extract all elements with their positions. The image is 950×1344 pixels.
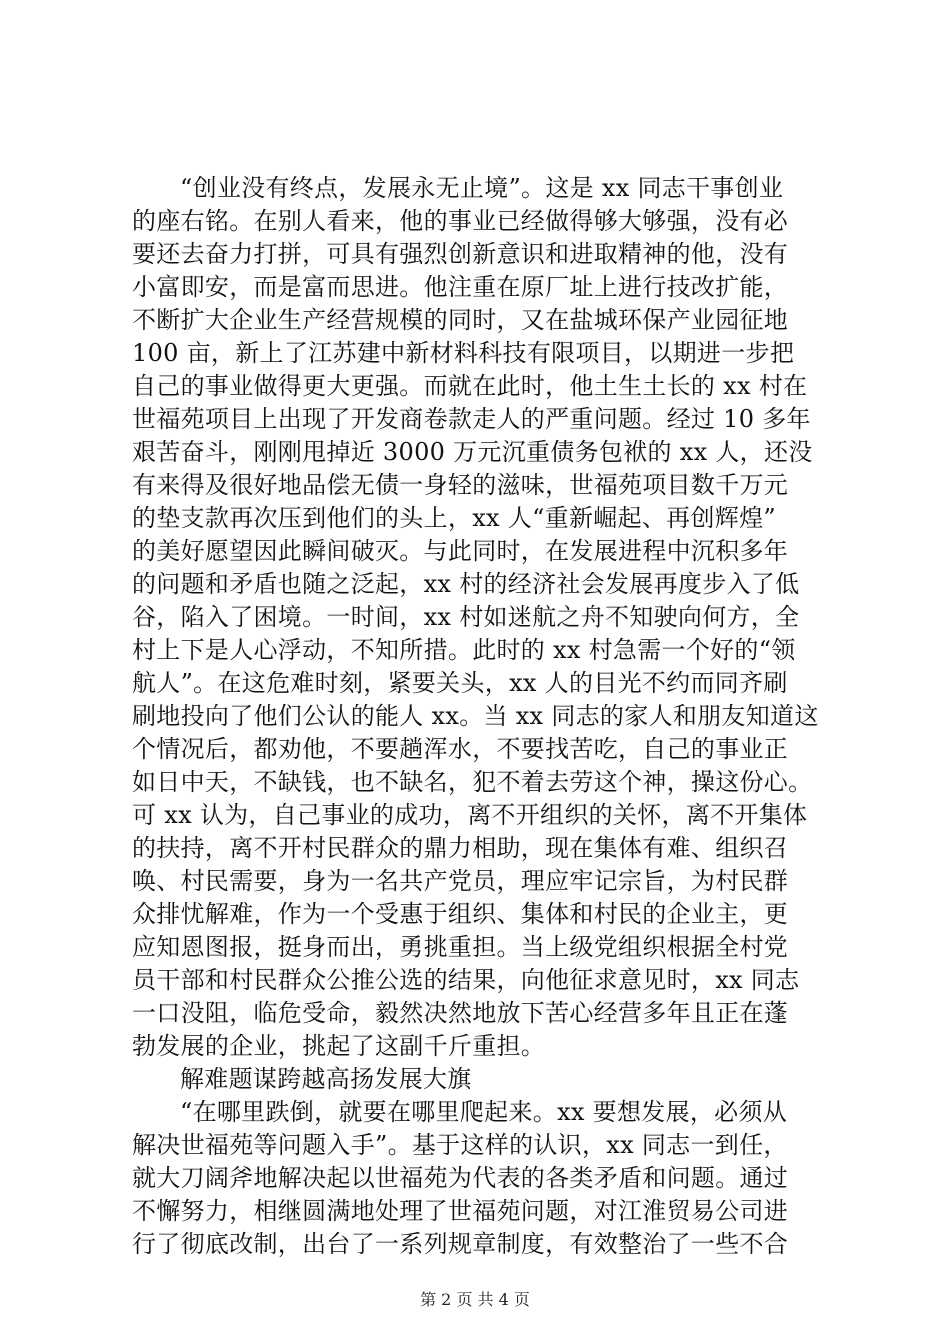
- paragraph-1-line: 的垫支款再次压到他们的头上，xx 人“重新崛起、再创辉煌”: [132, 504, 776, 532]
- paragraph-1-line: 100 亩，新上了江苏建中新材料科技有限项目，以期进一步把: [132, 339, 795, 367]
- paragraph-2-line: 不懈努力，相继圆满地处理了世福苑问题，对江淮贸易公司进: [132, 1197, 789, 1225]
- paragraph-2-line: 行了彻底改制，出台了一系列规章制度，有效整治了一些不合: [132, 1230, 789, 1258]
- paragraph-1-line: 勃发展的企业，挑起了这副千斤重担。: [132, 1032, 546, 1060]
- paragraph-1-line: 个情况后，都劝他，不要趟浑水，不要找苦吃，自己的事业正: [132, 735, 789, 763]
- paragraph-1-line: “创业没有终点，发展永无止境”。这是 xx 同志干事创业: [180, 174, 784, 202]
- paragraph-1-line: 可 xx 认为，自己事业的成功，离不开组织的关怀，离不开集体: [132, 801, 808, 829]
- paragraph-1-line: 谷，陷入了困境。一时间，xx 村如迷航之舟不知驶向何方，全: [132, 603, 800, 631]
- paragraph-1-line: 村上下是人心浮动，不知所措。此时的 xx 村急需一个好的“领: [132, 636, 796, 664]
- section-heading: 解难题谋跨越高扬发展大旗: [180, 1065, 472, 1093]
- paragraph-1-line: 的扶持，离不开村民群众的鼎力相助，现在集体有难、组织召: [132, 834, 789, 862]
- paragraph-2-line: “在哪里跌倒，就要在哪里爬起来。xx 要想发展，必须从: [180, 1098, 788, 1126]
- paragraph-1-line: 唤、村民需要，身为一名共产党员，理应牢记宗旨，为村民群: [132, 867, 789, 895]
- paragraph-1-line: 的座右铭。在别人看来，他的事业已经做得够大够强，没有必: [132, 207, 789, 235]
- paragraph-1-line: 航人”。在这危难时刻，紧要关头，xx 人的目光不约而同齐刷: [132, 669, 788, 697]
- paragraph-1-line: 一口没阻，临危受命，毅然决然地放下苦心经营多年且正在蓬: [132, 999, 789, 1027]
- paragraph-1-line: 不断扩大企业生产经营规模的同时，又在盐城环保产业园征地: [132, 306, 789, 334]
- paragraph-1-line: 世福苑项目上出现了开发商卷款走人的严重问题。经过 10 多年: [132, 405, 811, 433]
- paragraph-1-line: 如日中天，不缺钱，也不缺名，犯不着去劳这个神，操这份心。: [132, 768, 813, 796]
- page-number-footer: 第 2 页 共 4 页: [420, 1290, 530, 1309]
- paragraph-1-line: 自己的事业做得更大更强。而就在此时，他土生土长的 xx 村在: [132, 372, 808, 400]
- paragraph-1-line: 刷地投向了他们公认的能人 xx。当 xx 同志的家人和朋友知道这: [132, 702, 819, 730]
- body-text: [132, 172, 832, 1261]
- paragraph-1-line: 有来得及很好地品偿无债一身轻的滋味，世福苑项目数千万元: [132, 471, 789, 499]
- paragraph-1-line: 小富即安，而是富而思进。他注重在原厂址上进行技改扩能，: [132, 273, 789, 301]
- paragraph-1-line: 的美好愿望因此瞬间破灭。与此同时，在发展进程中沉积多年: [132, 537, 789, 565]
- paragraph-1-line: 要还去奋力打拼，可具有强烈创新意识和进取精神的他，没有: [132, 240, 789, 268]
- paragraph-1-line: 应知恩图报，挺身而出，勇挑重担。当上级党组织根据全村党: [132, 933, 789, 961]
- paragraph-1-line: 的问题和矛盾也随之泛起，xx 村的经济社会发展再度步入了低: [132, 570, 800, 598]
- paragraph-1-line: 众排忧解难，作为一个受惠于组织、集体和村民的企业主，更: [132, 900, 789, 928]
- paragraph-1-line: 员干部和村民群众公推公选的结果，向他征求意见时，xx 同志: [132, 966, 800, 994]
- paragraph-2-line: 解决世福苑等问题入手”。基于这样的认识，xx 同志一到任，: [132, 1131, 788, 1159]
- paragraph-1-line: 艰苦奋斗，刚刚甩掉近 3000 万元沉重债务包袱的 xx 人，还没: [132, 438, 813, 466]
- paragraph-2-line: 就大刀阔斧地解决起以世福苑为代表的各类矛盾和问题。通过: [132, 1164, 789, 1192]
